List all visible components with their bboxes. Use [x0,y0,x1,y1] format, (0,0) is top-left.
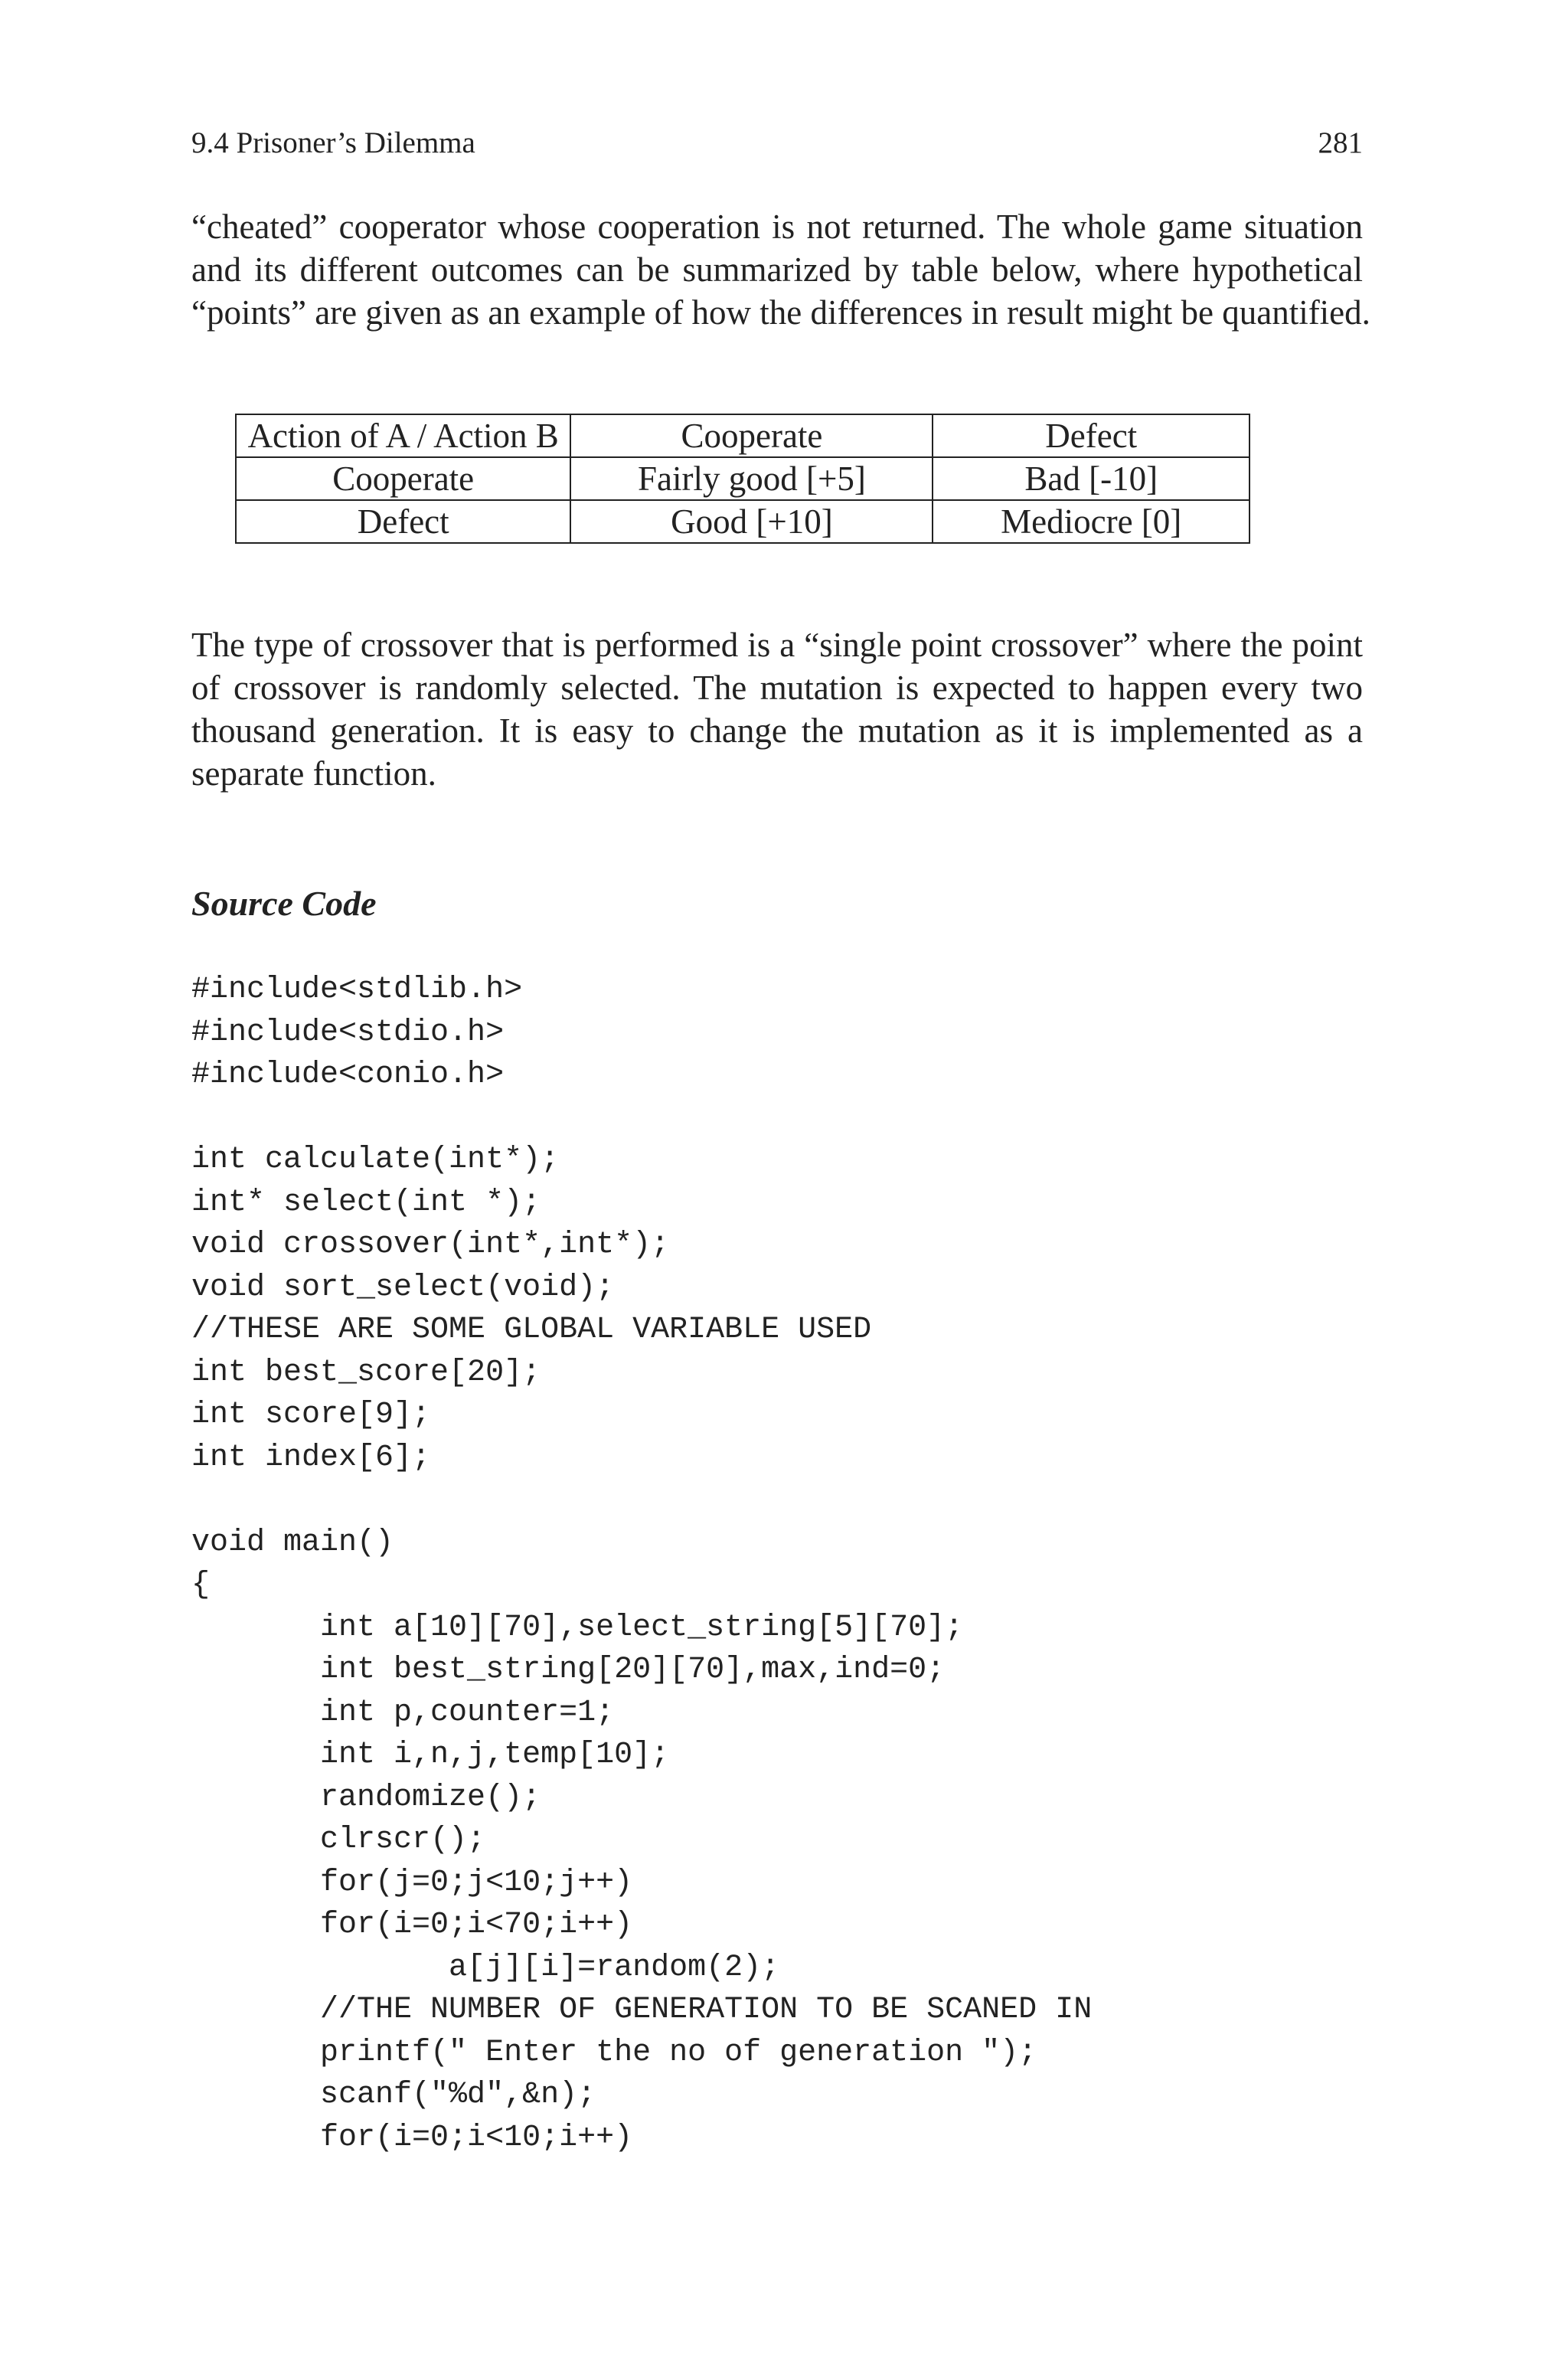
code-line: int best_string[20][70],max,ind=0; [191,1653,946,1687]
table-cell: Cooperate [570,414,933,457]
table-row [236,414,1250,457]
section-title: 9.4 Prisoner’s Dilemma [191,126,475,159]
text-line: and its different outcomes can be summarized by table below, where hypothetical [191,250,1363,289]
code-line: for(i=0;i<10;i++) [191,2120,633,2155]
code-line: int p,counter=1; [191,1695,615,1730]
table-row [236,457,1250,500]
code-line: void sort_select(void); [191,1270,615,1305]
code-line: #include<conio.h> [191,1058,505,1092]
text-line: of crossover is randomly selected. The mutation is expected to happen every two [191,669,1363,707]
code-line: { [191,1568,211,1602]
code-line: int a[10][70],select_string[5][70]; [191,1610,964,1645]
table-cell: Good [+10] [570,500,933,543]
code-line: #include<stdio.h> [191,1015,505,1050]
table-cell: Defect [933,414,1250,457]
code-line [191,1097,1092,1140]
code-line: printf(" Enter the no of generation "); [191,2035,1037,2070]
code-line: int i,n,j,temp[10]; [191,1738,670,1772]
text-line: separate function. [191,754,436,793]
code-line: int calculate(int*); [191,1143,560,1177]
code-line: #include<stdlib.h> [191,973,523,1007]
table-cell: Cooperate [236,457,570,500]
code-line: int index[6]; [191,1440,431,1475]
code-line: void main() [191,1525,394,1560]
table-cell: Defect [236,500,570,543]
code-line: scanf("%d",&n); [191,2078,596,2112]
code-line: clrscr(); [191,1823,486,1857]
table-cell: Action of A / Action B [236,414,570,457]
code-line: void crossover(int*,int*); [191,1228,670,1262]
crossover-paragraph [191,623,1363,795]
code-line: int* select(int *); [191,1185,541,1220]
table-cell: Bad [-10] [933,457,1250,500]
table-cell: Fairly good [+5] [570,457,933,500]
running-head [191,126,1363,162]
code-line: int best_score[20]; [191,1355,541,1390]
table-row [236,500,1250,543]
text-line: The type of crossover that is performed is a “single point crossover” where the point [191,626,1363,664]
page-number: 281 [1318,126,1363,159]
code-line: //THE NUMBER OF GENERATION TO BE SCANED IN [191,1993,1093,2027]
text-line: thousand generation. It is easy to change the mutation as it is implemented as a [191,711,1363,750]
table-cell: Mediocre [0] [933,500,1250,543]
code-line: //THESE ARE SOME GLOBAL VARIABLE USED [191,1313,872,1347]
code-line: for(j=0;j<10;j++) [191,1865,633,1900]
code-line: randomize(); [191,1780,541,1815]
code-line [191,1479,1092,1522]
code-block [191,969,1092,2159]
text-line: “points” are given as an example of how the differences in result might be quantified. [191,293,1370,332]
code-line: for(i=0;i<70;i++) [191,1908,633,1942]
code-line: int score[9]; [191,1398,431,1432]
source-code-heading: Source Code [191,884,377,923]
code-line: a[j][i]=random(2); [191,1950,780,1985]
text-line: “cheated” cooperator whose cooperation is not returned. The whole game situation [191,208,1363,246]
payoff-table [235,414,1250,544]
intro-paragraph [191,205,1370,334]
